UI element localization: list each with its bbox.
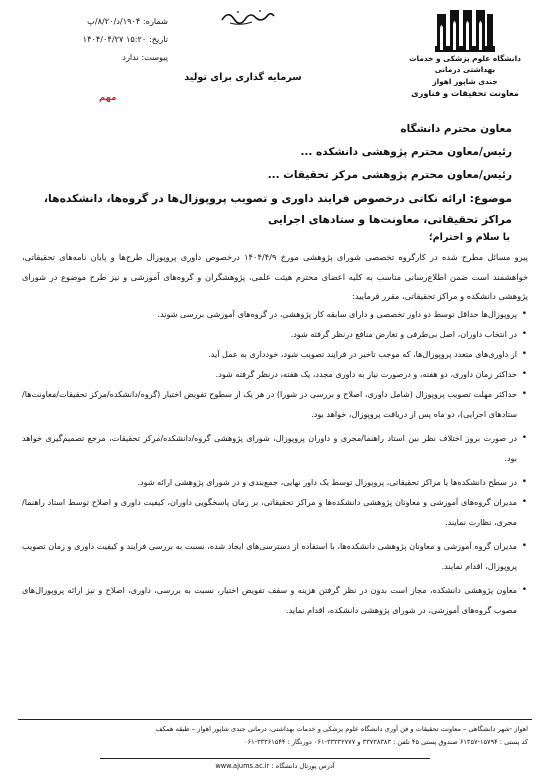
bullet-icon: • bbox=[521, 369, 527, 379]
addressee-block bbox=[52, 118, 512, 187]
intro-paragraph: پیرو مسائل مطرح شده در کارگروه تخصصی شورای پژوهشی مورخ ۱۴۰۴/۴/۹ درخصوص داوری پروپوزال طرح‌ها و پایان نامه‌های تحقیقاتی، خواهشمند است ضمن اطلاع‌رسانی مناسب به کلیه اعضای محترم هیئت علمی، پژوهشگران و گروه‌های آموزشی و نیز طرح موضوع در شورای پژوهشی دانشکده و مراکز تحقیقاتی، مقرر فرمایید: bbox=[22, 252, 528, 301]
addressee-line: رئیس/معاون محترم پژوهشی دانشکده ... bbox=[300, 146, 512, 158]
bullet-icon: • bbox=[521, 433, 527, 443]
letterhead-logo-block bbox=[394, 8, 536, 100]
list-item-text: از داوری‌های متعدد پروپوزال‌ها، که موجب تاخیر در فرایند تصویب شود، خودداری به عمل آید. bbox=[208, 349, 517, 359]
list-item-text: حداکثر مهلت تصویب پروپوزال (شامل داوری، اصلاح و بررسی در شورا) در هر یک از سطوح تفویض اختیار (گروه/دانشکده/مرکز تحقیقات/معاونت‌ها/ستادهای اجرایی)، دو ماه پس از دریافت پروپوزال، خواهد بود. bbox=[22, 389, 517, 419]
directive-list bbox=[22, 304, 528, 620]
list-item bbox=[22, 324, 528, 344]
list-item-text: حداکثر زمان داوری، دو هفته، و درصورت نیاز به داوری مجدد، یک هفته، درنظر گرفته شود. bbox=[215, 369, 517, 379]
list-item-text: پروپوزال‌ها حداقل توسط دو داور تخصصی و دارای سابقه کار پژوهشی، در گروه‌های آموزشی بررسی شوند. bbox=[157, 309, 517, 319]
greeting: با سلام و احترام؛ bbox=[428, 232, 510, 243]
letter-number: شماره: ۱۹۰۴/د/۸/۲۰/پ bbox=[87, 16, 168, 26]
bullet-icon: • bbox=[521, 389, 527, 399]
letter-date: تاریخ: ۱۵:۲۰ ۱۴۰۴/۰۴/۲۷ bbox=[82, 34, 168, 44]
university-name-line2: جندی شاپور اهواز bbox=[432, 77, 498, 86]
bullet-icon: • bbox=[521, 497, 527, 507]
bullet-icon: • bbox=[521, 477, 527, 487]
addressee-line: معاون محترم دانشگاه bbox=[400, 123, 512, 135]
list-item bbox=[22, 580, 528, 620]
bullet-icon: • bbox=[521, 349, 527, 359]
list-item bbox=[22, 536, 528, 576]
footer-underline bbox=[100, 758, 430, 759]
bullet-icon: • bbox=[521, 309, 527, 319]
addressee-line: رئیس/معاون محترم پژوهشی مرکز تحقیقات ... bbox=[267, 169, 512, 181]
footer-contact: کد پستی : ۱۵۷۹۴-۶۱۳۵۷ صندوق پستی ۴۵ تلفن : ۳۳۷۳۸۳۸۳ و ۳۳۳۳۲۷۷۷-۰۶۱ دورنگار : ۳۳۳۶۱۵۴۴-۰۶۱ bbox=[244, 738, 528, 746]
bullet-icon: • bbox=[521, 585, 527, 595]
list-item-text: مدیران گروه آموزشی و معاونان پژوهشی دانشکده‌ها، با استفاده از دسترسی‌های ایجاد شده، نسبت به بررسی فرایند و کیفیت داوری و زمان تصویب پروپوزال، اقدام نمایند. bbox=[22, 541, 517, 571]
list-item bbox=[22, 428, 528, 468]
footer-address: اهواز -شهر دانشگاهی – معاونت تحقیقات و فن آوری دانشگاه علوم پزشکی و خدمات بهداشتی، درمانی جندی شاپور اهواز – طبقه همکف bbox=[155, 725, 528, 733]
bullet-icon: • bbox=[521, 329, 527, 339]
footer-divider bbox=[18, 719, 532, 720]
bullet-icon: • bbox=[521, 541, 527, 551]
list-item bbox=[22, 344, 528, 364]
priority-label: مهم bbox=[99, 92, 117, 102]
list-item bbox=[22, 492, 528, 532]
list-item bbox=[22, 364, 528, 384]
list-item bbox=[22, 472, 528, 492]
letter-subject: موضوع: ارائه نکاتی درخصوص فرایند داوری و تصویب پروپوزال‌ها در گروه‌ها، دانشکده‌ها، مراکز تحقیقاتی، معاونت‌ها و ستادهای اجرایی bbox=[43, 192, 512, 226]
list-item-text: معاون پژوهشی دانشکده، مجاز است بدون در نظر گرفتن هزینه و سقف تفویض اختیار، نسبت به بررسی، داوری، اصلاح و نیز ارائه پروپوزال‌های مصوب گروه‌های آموزشی، در شورای پژوهشی دانشکده، اقدام نماید. bbox=[22, 585, 517, 615]
basmala-calligraphy-icon bbox=[218, 6, 278, 28]
letter-meta bbox=[18, 12, 168, 66]
list-item-text: در سطح دانشکده‌ها یا مراکز تحقیقاتی، پروپوزال توسط یک داور نهایی، جمع‌بندی و در شورای پژوهشی ارائه شود. bbox=[137, 477, 517, 487]
list-item-text: مدیران گروه‌های آموزشی و معاونان پژوهشی دانشکده‌ها و مراکز تحقیقاتی، بر زمان پاسخگویی داوران، کیفیت داوری و اصلاح توسط استاد راهنما/مجری، نظارت نمایند. bbox=[22, 497, 517, 527]
footer-portal: آدرس پورتال دانشگاه : www.ajums.ac.ir bbox=[215, 762, 335, 770]
list-item-text: در انتخاب داوران، اصل بی‌طرفی و تعارض منافع درنظر گرفته شود. bbox=[290, 329, 517, 339]
deputy-name: معاونت تحقیقات و فناوری bbox=[411, 88, 519, 98]
letter-attachment: پیوست: ندارد bbox=[122, 52, 168, 62]
list-item bbox=[22, 304, 528, 324]
list-item bbox=[22, 384, 528, 424]
university-logo-icon bbox=[435, 8, 495, 52]
university-name-line1: دانشگاه علوم پزشکی و خدمات بهداشتی درمانی bbox=[409, 54, 521, 74]
slogan-banner: سرمایه گذاری برای تولید bbox=[184, 72, 302, 83]
list-item-text: در صورت بروز اختلاف نظر بین استاد راهنما/مجری و داوران پروپوزال، شورای پژوهشی گروه/دانشکده/مرکز تحقیقات، مرجع تصمیم‌گیری خواهد بود. bbox=[22, 433, 517, 463]
